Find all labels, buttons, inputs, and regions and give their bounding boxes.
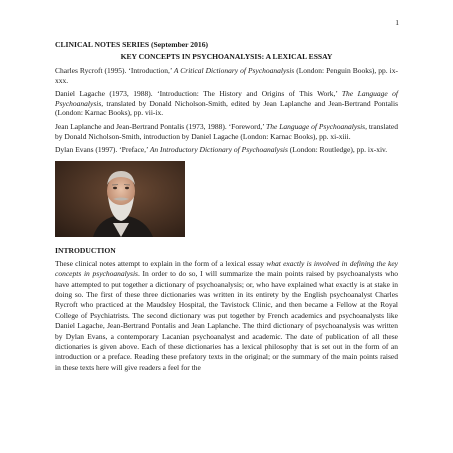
document-content bbox=[55, 40, 398, 373]
series-title: CLINICAL NOTES SERIES (September 2016) bbox=[55, 40, 209, 49]
essay-title: KEY CONCEPTS IN PSYCHOANALYSIS: A LEXICAL ESSAY bbox=[120, 52, 333, 61]
page-number: 1 bbox=[395, 18, 399, 27]
reference-title: An Introductory Dictionary of Psychoanalysis bbox=[149, 145, 288, 155]
portrait-illustration bbox=[55, 161, 185, 237]
reference-lagache: Daniel Lagache (1973, 1988). ‘Introduction: The History and Origins of This Work,’ The Language of Psychoanalysis, translated by Donald Nicholson-Smith, edited by Jean Laplanche and Jean-Bertrand Pontalis (London: Karnac Books), pp. vii-ix. bbox=[55, 89, 398, 118]
emphasized-phrase: what exactly is involved in defining the key concepts in psychoanalysis bbox=[55, 258, 398, 279]
portrait-photo bbox=[55, 161, 185, 237]
reference-title: The Language of Psychoanalysis bbox=[266, 121, 366, 131]
reference-title: The Language of Psychoanalysis bbox=[55, 89, 398, 108]
reference-evans: Dylan Evans (1997). ‘Preface,’ An Introductory Dictionary of Psychoanalysis (London: Routledge), pp. ix-xiv. bbox=[55, 145, 388, 155]
introduction-paragraph: These clinical notes attempt to explain in the form of a lexical essay what exactly is involved in defining the key concepts in psychoanalysis. In order to do so, I will summarize the main points raised by psychoanalysts who have attempted to put together a dictionary of psychoanalysis; or, who have explained what exactly is at stake in doing so. The first of these three dictionaries was written in its entirety by the English psychoanalyst Charles Rycroft who practiced at the Maudsley Hospital, the Tavistock Clinic, and then became a Fellow at the Royal College of Psychiatrists. The second dictionary was put together by French academics and psychoanalysts like Daniel Lagache, Jean-Bertrand Pontalis and Jean Laplanche. The third dictionary of psychoanalysis was written by Dylan Evans, a contemporary Lacanian psychoanalyst and academic. The date of publication of all these dictionaries is given above. Each of these dictionaries has a lexical philosophy that is set out in the form of an introduction or a preface. Reading these prefatory texts in the original; or the summary of the main points raised in these texts here will give readers a feel for the bbox=[55, 258, 399, 372]
reference-title: A Critical Dictionary of Psychoanalysis bbox=[173, 66, 295, 75]
reference-rycroft: Charles Rycroft (1995). ‘Introduction,’ A Critical Dictionary of Psychoanalysis (London: Penguin Books), pp. ix-xxx. bbox=[55, 66, 398, 85]
section-heading: INTRODUCTION bbox=[55, 245, 116, 255]
reference-laplanche-pontalis: Jean Laplanche and Jean-Bertrand Pontalis (1973, 1988). ‘Foreword,’ The Language of Psychoanalysis, translated by Donald Nicholson-Smith, introduction by Daniel Lagache (London: Karnac Books), pp. xi-xiii. bbox=[55, 121, 399, 141]
